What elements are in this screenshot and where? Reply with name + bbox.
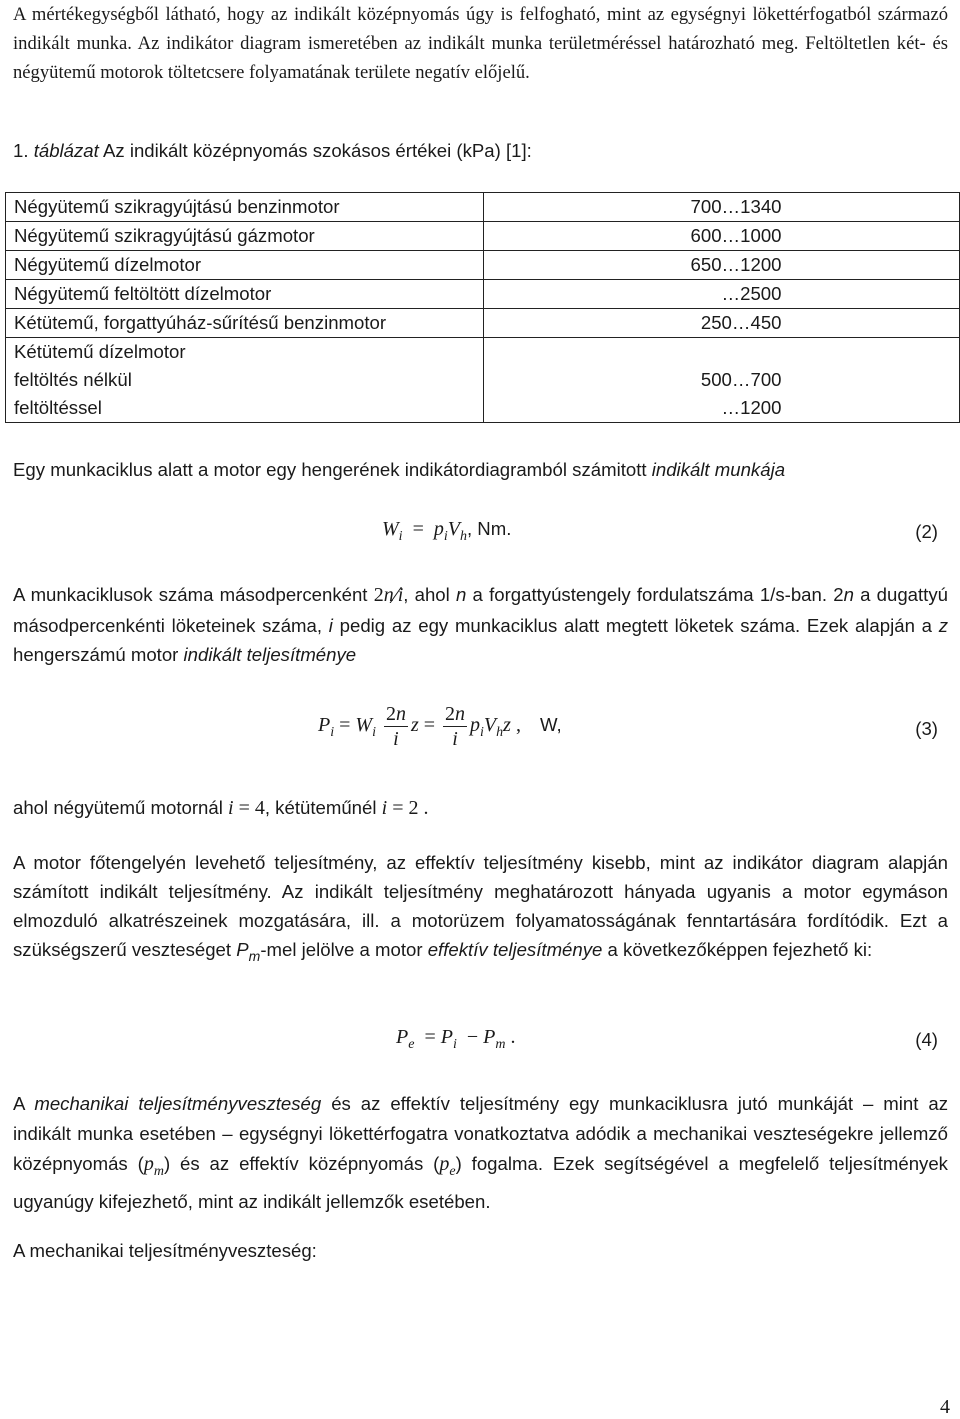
equation-3: $P_i = W_i$ $\frac{2n}{i}$ z = $\frac{2n}{i}$ $p_iV_hz$ , W, <box>318 703 562 750</box>
cycles-paragraph: A munkaciklusok száma másodpercenként 2n⁄i, ahol n a forgattyústengely fordulatszáma 1/s-ban. 2n a dugattyú másodpercenkénti löketeinek száma, i pedig az egy munkaciklus alatt megtett löketek száma. Ezek alapján a z hengerszámú motor indikált teljesítménye <box>13 583 949 665</box>
pressure-table <box>5 192 960 423</box>
row-value: 650…1200 <box>690 254 782 275</box>
intro-paragraph: A mértékegységből látható, hogy az indikált középnyomás úgy is felfogható, mint az egységnyi lökettérfogatból származó indikált munka. Az indikátor diagram ismeretében az indikált munka területméréssel határozható meg. Feltöltetlen két- és négyütemű motorok töltetcsere folyamatának területe negatív előjelű. <box>13 4 948 83</box>
row-label <box>6 338 484 423</box>
equation-2: $W_i = p_iV_h$, Nm. <box>382 518 512 544</box>
table-row <box>6 309 960 338</box>
equation-3-number: (3) <box>915 718 938 739</box>
row-label: Négyütemű feltöltött dízelmotor <box>6 280 484 309</box>
equation-4: $P_e = P_i - P_m$ . <box>396 1026 516 1052</box>
equation-2-number: (2) <box>915 521 938 542</box>
table-row <box>6 338 960 423</box>
row-value: 600…1000 <box>690 225 782 246</box>
row-value: 500…700 <box>700 369 782 390</box>
table-row <box>6 280 960 309</box>
row-label: Négyütemű dízelmotor <box>6 251 484 280</box>
equation-4-number: (4) <box>915 1029 938 1050</box>
last-paragraph: A mechanikai teljesítményveszteség: <box>13 1240 317 1261</box>
row-label: Kétütemű, forgattyúház-sűrítésű benzinmotor <box>6 309 484 338</box>
row-label: Négyütemű szikragyújtású benzinmotor <box>6 193 484 222</box>
table-caption: 1. táblázat Az indikált középnyomás szokásos értékei (kPa) [1]: <box>13 140 532 161</box>
table-row <box>6 193 960 222</box>
effective-paragraph: A motor főtengelyén levehető teljesítmény, az effektív teljesítmény kisebb, mint az indikátor diagram alapján számított indikált teljesítmény. Az indikált teljesítmény meghatározott hányada ugyanis a motor egymáson elmozduló alkatrészeinek mozgatására, ill. a motorüzem folyamatosságának fenntartására fordítódik. Ezt a szükségszerű veszteséget $P_m$-mel jelölve a motor effektív teljesítménye a következőképpen fejezhető ki: <box>13 852 948 964</box>
row-value: …2500 <box>721 283 782 304</box>
row-value: …1200 <box>721 397 782 418</box>
work-paragraph: Egy munkaciklus alatt a motor egy hengerének indikátordiagramból számitott indikált munkája <box>13 459 786 480</box>
where-paragraph: ahol négyütemű motornál i = 4, kétüteműnél i = 2 . <box>13 797 429 819</box>
table-row <box>6 251 960 280</box>
row-label-line: feltöltés nélkül <box>14 369 132 390</box>
row-value: 250…450 <box>700 312 782 333</box>
row-value: 700…1340 <box>690 196 782 217</box>
mechanical-paragraph: A mechanikai teljesítményveszteség és az effektív teljesítmény egy munkaciklusra jutó munkáját – mint az indikált munka esetében – egységnyi lökettérfogatra vonatkoztatva adódik a mechanikai veszteségekre jellemző középnyomás $(p_m)$ és az effektív középnyomás $(p_e)$ fogalma. Ezek segítségével a megfelelő teljesítmények ugyanúgy kifejezhető, mint az indikált jellemzők esetében. <box>13 1093 949 1212</box>
row-label-line: Kétütemű dízelmotor <box>14 341 186 362</box>
row-label: Négyütemű szikragyújtású gázmotor <box>6 222 484 251</box>
table-row <box>6 222 960 251</box>
page-number: 4 <box>940 1396 950 1418</box>
row-label-line: feltöltéssel <box>14 397 102 418</box>
